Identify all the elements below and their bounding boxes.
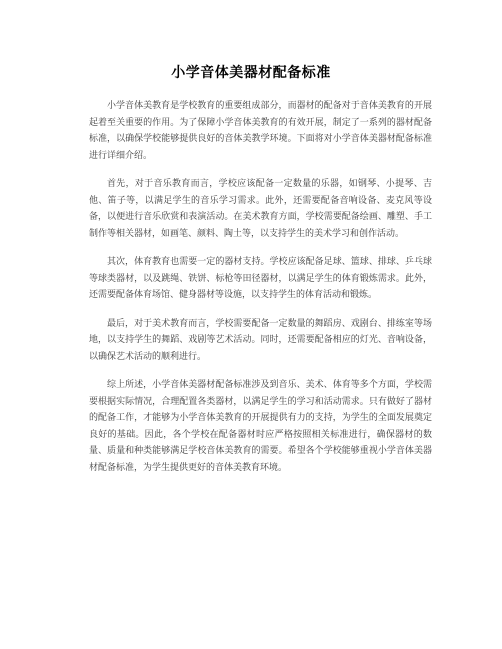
paragraph-summary: 综上所述，小学音体美器材配备标准涉及到音乐、美术、体育等多个方面，学校需要根据实际情况，合理配置各类器材，以满足学生的学习和活动需求。只有做好了器材的配备工作，才能够为小学音体美教育的开展提供有力的支持，为学生的全面发展奠定良好的基础。因此，各个学校在配备器材时应严格按照相关标准进行，确保器材的数量、质量和种类能够满足学校音体美教育的需要。希望各个学校能够重视小学音体美器材配备标准，为学生提供更好的音体美教育环境。 bbox=[89, 380, 432, 473]
document-body bbox=[89, 98, 432, 488]
paragraph-venues: 最后，对于美术教育而言，学校需要配备一定数量的舞蹈房、戏剧台、排练室等场地，以支持学生的舞蹈、戏剧等艺术活动。同时，还需要配备相应的灯光、音响设备，以确保艺术活动的顺利进行。 bbox=[89, 318, 432, 362]
paragraph-intro: 小学音体美教育是学校教育的重要组成部分，而器材的配备对于音体美教育的开展起着至关重要的作用。为了保障小学音体美教育的有效开展，制定了一系列的器材配备标准，以确保学校能够提供良好的音体美教学环境。下面将对小学音体美器材配备标准进行详细介绍。 bbox=[89, 101, 432, 161]
paragraph-sports: 其次，体育教育也需要一定的器材支持。学校应该配备足球、篮球、排球、乒乓球等球类器材，以及跳绳、铁饼、标枪等田径器材，以满足学生的体育锻炼需求。此外，还需要配备体育场馆、健身器材等设施，以支持学生的体育活动和锻炼。 bbox=[89, 257, 432, 300]
document-title: 小学音体美器材配备标准 bbox=[171, 65, 331, 81]
paragraph-music-art: 首先，对于音乐教育而言，学校应该配备一定数量的乐器，如钢琴、小提琴、吉他、笛子等，以满足学生的音乐学习需求。此外，还需要配备音响设备、麦克风等设备，以便进行音乐欣赏和表演活动。在美术教育方面，学校需要配备绘画、雕塑、手工制作等相关器材，如画笔、颜料、陶土等，以支持学生的美术学习和创作活动。 bbox=[89, 179, 432, 239]
